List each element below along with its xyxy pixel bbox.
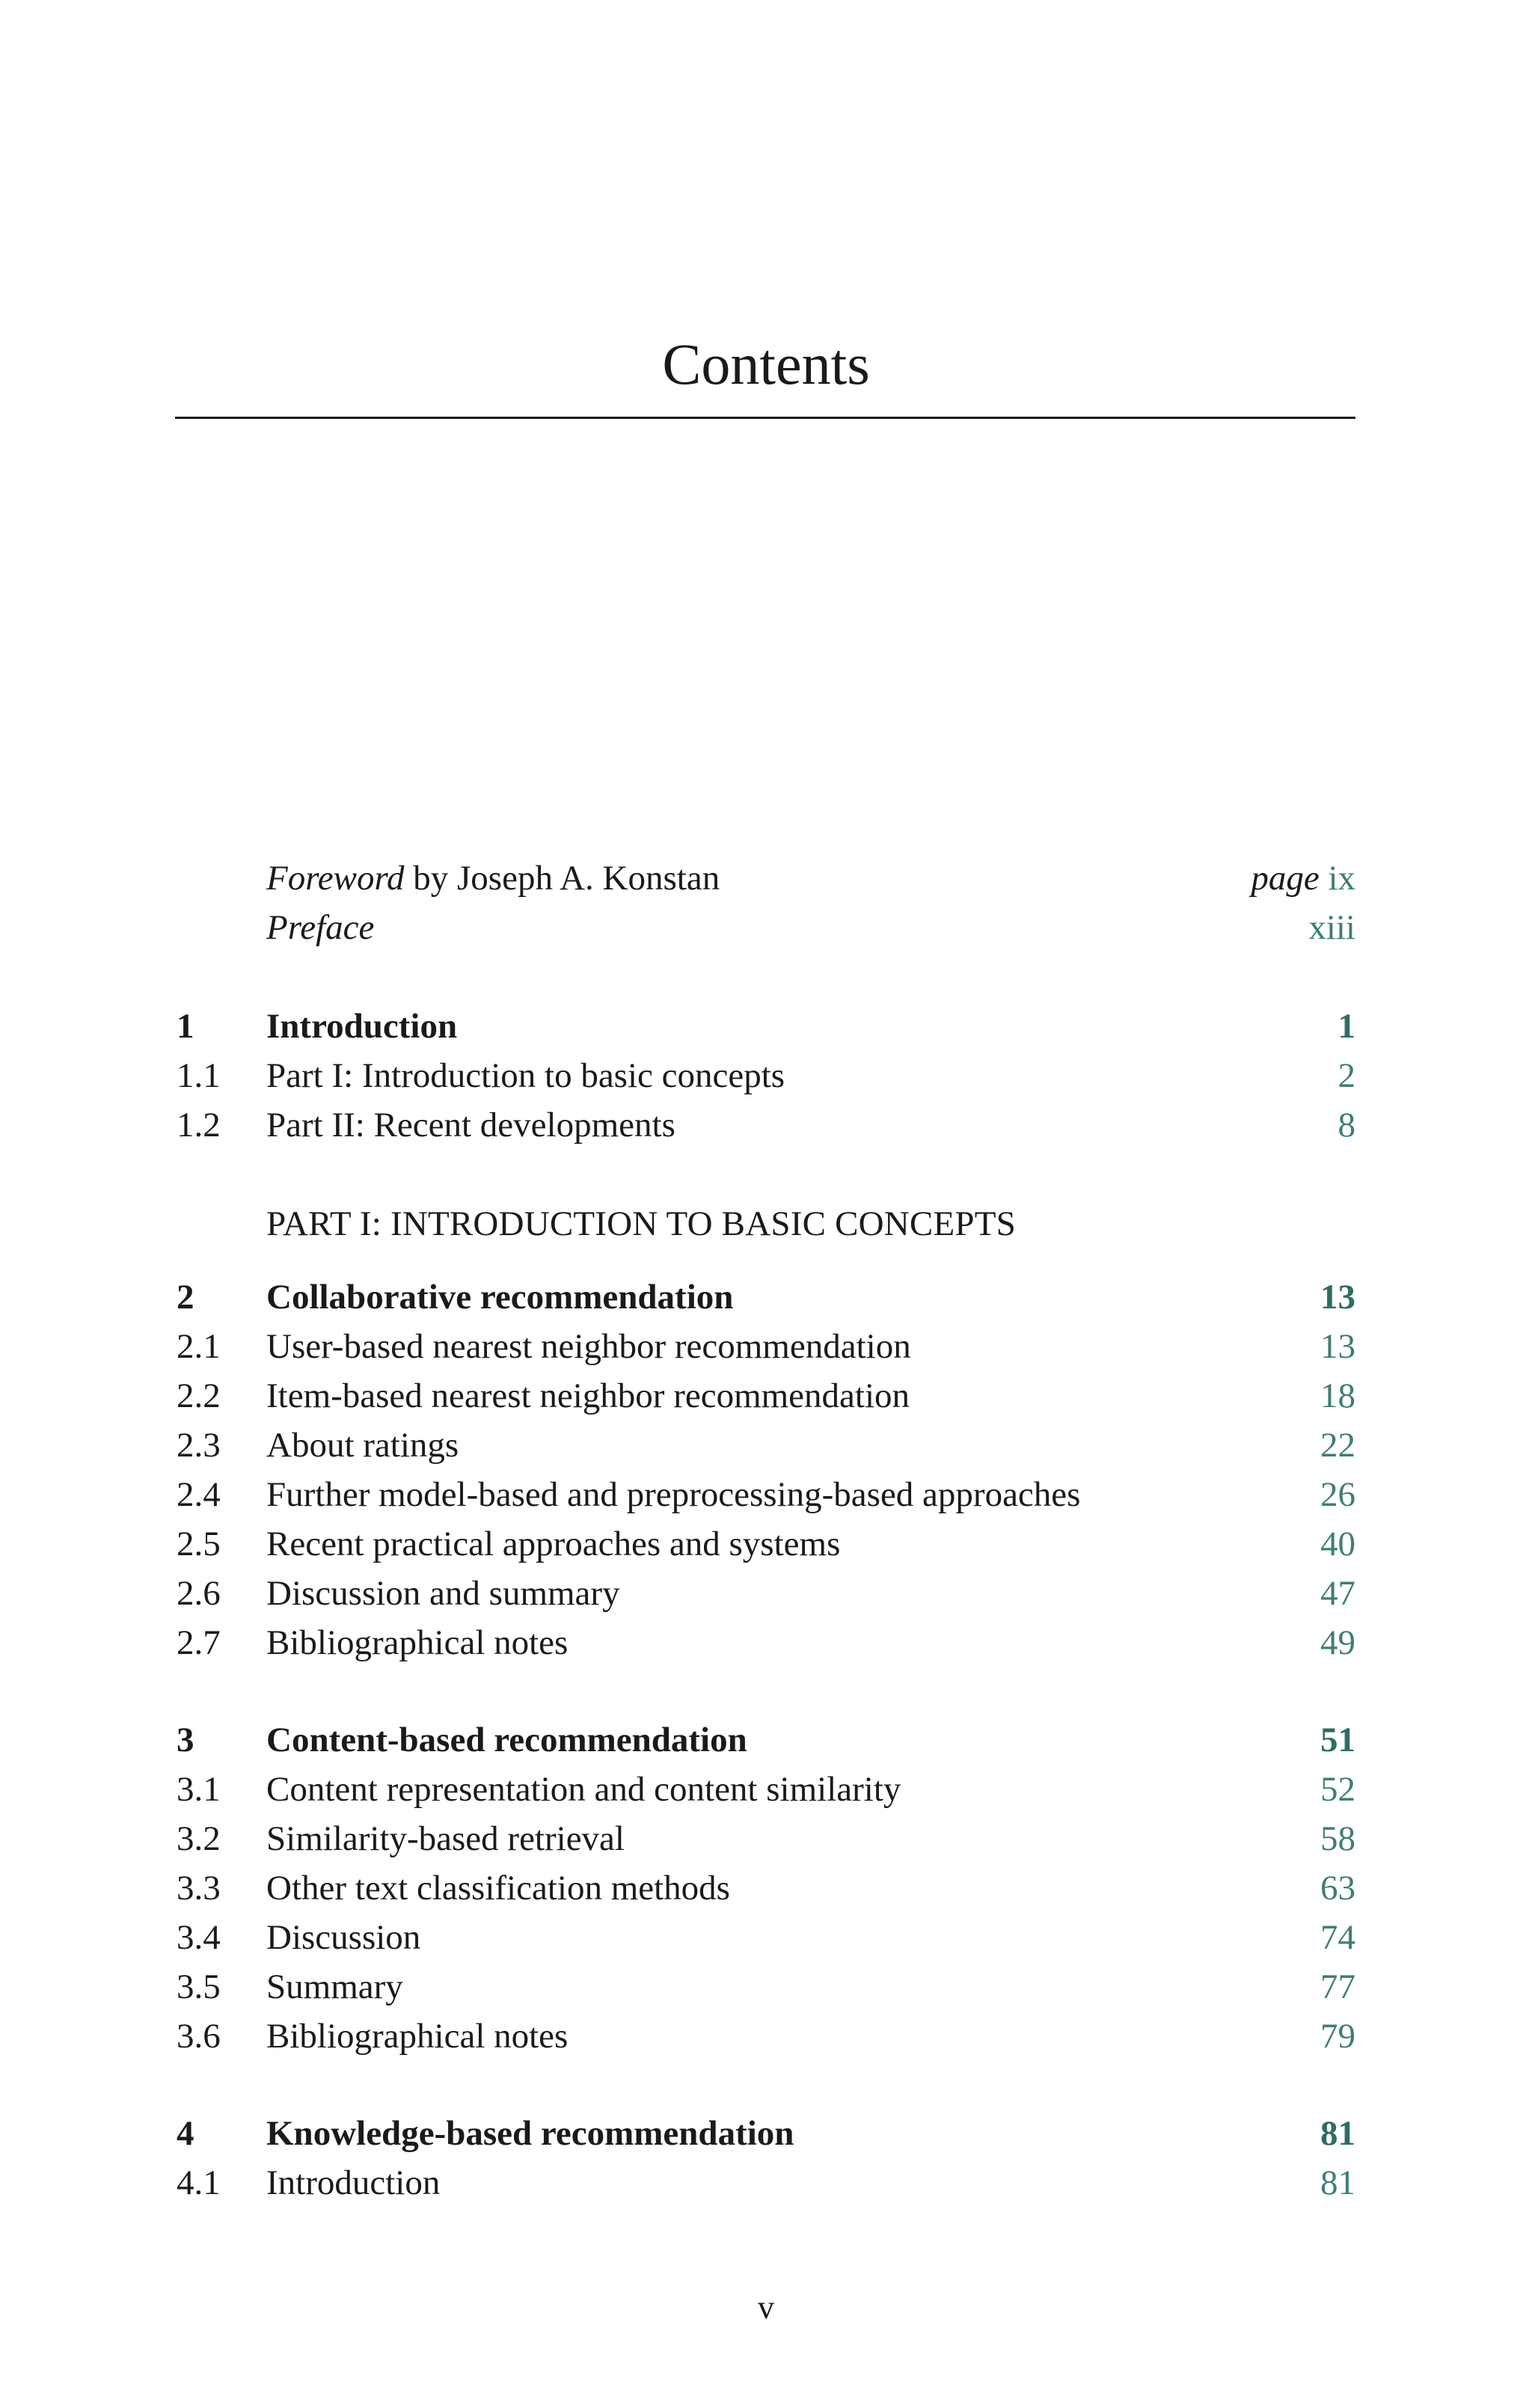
page-number-link[interactable]: 2: [1338, 1056, 1355, 1095]
chapter-title: Collaborative recommendation: [266, 1278, 734, 1317]
page-prefix: page: [1251, 859, 1320, 898]
toc-section-3-2[interactable]: [0, 1814, 1532, 1863]
section-number: 3.6: [177, 2017, 221, 2056]
section-title: User-based nearest neighbor recommendation: [266, 1327, 911, 1366]
toc-section-2-2[interactable]: [0, 1371, 1532, 1421]
page-number-link[interactable]: 1: [1338, 1007, 1355, 1046]
section-number: 2.6: [177, 1574, 221, 1613]
toc-section-3-3[interactable]: [0, 1863, 1532, 1913]
section-number: 3.2: [177, 1819, 221, 1858]
chapter-title: Content-based recommendation: [266, 1721, 747, 1759]
page-number-link[interactable]: 79: [1320, 2017, 1355, 2056]
page-number-link[interactable]: 26: [1320, 1475, 1355, 1514]
page-number-link[interactable]: 74: [1320, 1918, 1355, 1957]
section-title: About ratings: [266, 1426, 459, 1465]
toc-section-2-7[interactable]: [0, 1618, 1532, 1667]
toc-section-3-6[interactable]: [0, 2012, 1532, 2061]
page-number-link[interactable]: 18: [1320, 1376, 1355, 1415]
chapter-number: 1: [177, 1007, 194, 1046]
toc-chapter-2[interactable]: [0, 1272, 1532, 1322]
section-title: Bibliographical notes: [266, 2017, 569, 2056]
page-title: Contents: [662, 331, 870, 396]
page-number-link[interactable]: 49: [1320, 1623, 1355, 1662]
section-number: 4.1: [177, 2163, 221, 2202]
section-number: 3.3: [177, 1869, 221, 1908]
page-number-link[interactable]: 81: [1320, 2114, 1355, 2153]
section-number: 2.7: [177, 1623, 221, 1662]
page-number-link[interactable]: xiii: [1308, 908, 1355, 947]
page-number-link[interactable]: 40: [1320, 1525, 1355, 1563]
page-number-link[interactable]: 13: [1320, 1278, 1355, 1317]
section-title: Discussion and summary: [266, 1574, 620, 1613]
toc-section-1-1[interactable]: [0, 1051, 1532, 1100]
toc-section-2-6[interactable]: [0, 1569, 1532, 1618]
page-number-link[interactable]: 63: [1320, 1869, 1355, 1908]
toc-section-4-1[interactable]: [0, 2158, 1532, 2208]
foreword-title: Foreword: [266, 859, 405, 898]
toc-section-3-4[interactable]: [0, 1913, 1532, 1962]
chapter-number: 2: [177, 1278, 194, 1317]
toc-chapter-4[interactable]: [0, 2109, 1532, 2158]
page-number-link[interactable]: 22: [1320, 1426, 1355, 1465]
section-number: 1.2: [177, 1106, 221, 1145]
section-title: Introduction: [266, 2163, 441, 2202]
section-number: 3.4: [177, 1918, 221, 1957]
section-number: 2.2: [177, 1376, 221, 1415]
chapter-title: Introduction: [266, 1007, 458, 1046]
page-number-link[interactable]: 47: [1320, 1574, 1355, 1613]
section-title: Content representation and content similarity: [266, 1770, 901, 1809]
section-title: Discussion: [266, 1918, 421, 1957]
toc-section-1-2[interactable]: [0, 1100, 1532, 1150]
toc-entry-preface[interactable]: [0, 903, 1532, 952]
toc-chapter-1[interactable]: [0, 1002, 1532, 1051]
toc-section-2-5[interactable]: [0, 1519, 1532, 1569]
section-number: 2.1: [177, 1327, 221, 1366]
section-number: 1.1: [177, 1056, 221, 1095]
section-number: 3.1: [177, 1770, 221, 1809]
section-title: Part I: Introduction to basic concepts: [266, 1056, 785, 1095]
section-number: 2.5: [177, 1525, 221, 1563]
toc-section-2-4[interactable]: [0, 1470, 1532, 1519]
section-number: 2.4: [177, 1475, 221, 1514]
section-title: Bibliographical notes: [266, 1623, 569, 1662]
page-number-link[interactable]: 51: [1320, 1721, 1355, 1759]
section-title: Similarity-based retrieval: [266, 1819, 625, 1858]
page-number-link[interactable]: 52: [1320, 1770, 1355, 1809]
foreword-byline: by Joseph A. Konstan: [404, 859, 720, 898]
section-title: Item-based nearest neighbor recommendation: [266, 1376, 910, 1415]
page-folio: v: [758, 2289, 774, 2326]
page-number-link[interactable]: 8: [1338, 1106, 1355, 1145]
toc-section-2-1[interactable]: [0, 1322, 1532, 1371]
chapter-number: 3: [177, 1721, 194, 1759]
toc-section-2-3[interactable]: [0, 1421, 1532, 1470]
part-heading: PART I: INTRODUCTION TO BASIC CONCEPTS: [266, 1204, 1016, 1243]
section-title: Recent practical approaches and systems: [266, 1525, 841, 1563]
section-title: Further model-based and preprocessing-based approaches: [266, 1475, 1081, 1514]
page-number-link[interactable]: 13: [1320, 1327, 1355, 1366]
chapter-title: Knowledge-based recommendation: [266, 2114, 794, 2153]
page-number-link[interactable]: 77: [1320, 1967, 1355, 2006]
page-number-link[interactable]: 58: [1320, 1819, 1355, 1858]
section-title: Part II: Recent developments: [266, 1106, 675, 1145]
page-number-link[interactable]: 81: [1320, 2163, 1355, 2202]
toc-chapter-3[interactable]: [0, 1715, 1532, 1765]
preface-title: Preface: [266, 908, 375, 947]
section-number: 3.5: [177, 1967, 221, 2006]
toc-section-3-1[interactable]: [0, 1765, 1532, 1814]
chapter-number: 4: [177, 2114, 194, 2153]
toc-entry-foreword[interactable]: [0, 854, 1532, 903]
page-number-link[interactable]: ix: [1328, 859, 1355, 898]
section-title: Other text classification methods: [266, 1869, 730, 1908]
toc-section-3-5[interactable]: [0, 1962, 1532, 2012]
section-title: Summary: [266, 1967, 403, 2006]
section-number: 2.3: [177, 1426, 221, 1465]
